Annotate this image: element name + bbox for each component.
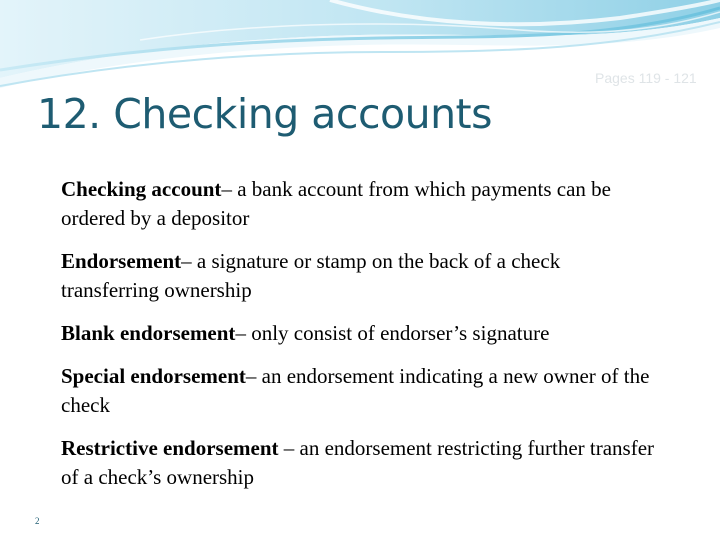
definition: – only consist of endorser’s signature [235,321,550,345]
definition-item [61,434,661,492]
definition: – an endorsement indicating a new owner of the check [61,364,650,417]
page-reference: Pages 119 - 121 [595,70,697,86]
definition-list [61,175,661,506]
slide-title: 12. Checking accounts [37,90,492,138]
definition-item [61,247,661,305]
definition-item [61,319,661,348]
slide-number: 2 [35,516,40,526]
term: Checking account [61,177,222,201]
definition: – an endorsement restricting further transfer of a check’s ownership [61,436,655,489]
term: Blank endorsement [61,321,236,345]
definition: – a bank account from which payments can be ordered by a depositor [61,177,611,230]
term: Restrictive endorsement [61,436,284,460]
term: Special endorsement [61,364,246,388]
definition: – a signature or stamp on the back of a check transferring ownership [61,249,561,302]
term: Endorsement [61,249,182,273]
definition-item [61,362,661,420]
definition-item [61,175,661,233]
